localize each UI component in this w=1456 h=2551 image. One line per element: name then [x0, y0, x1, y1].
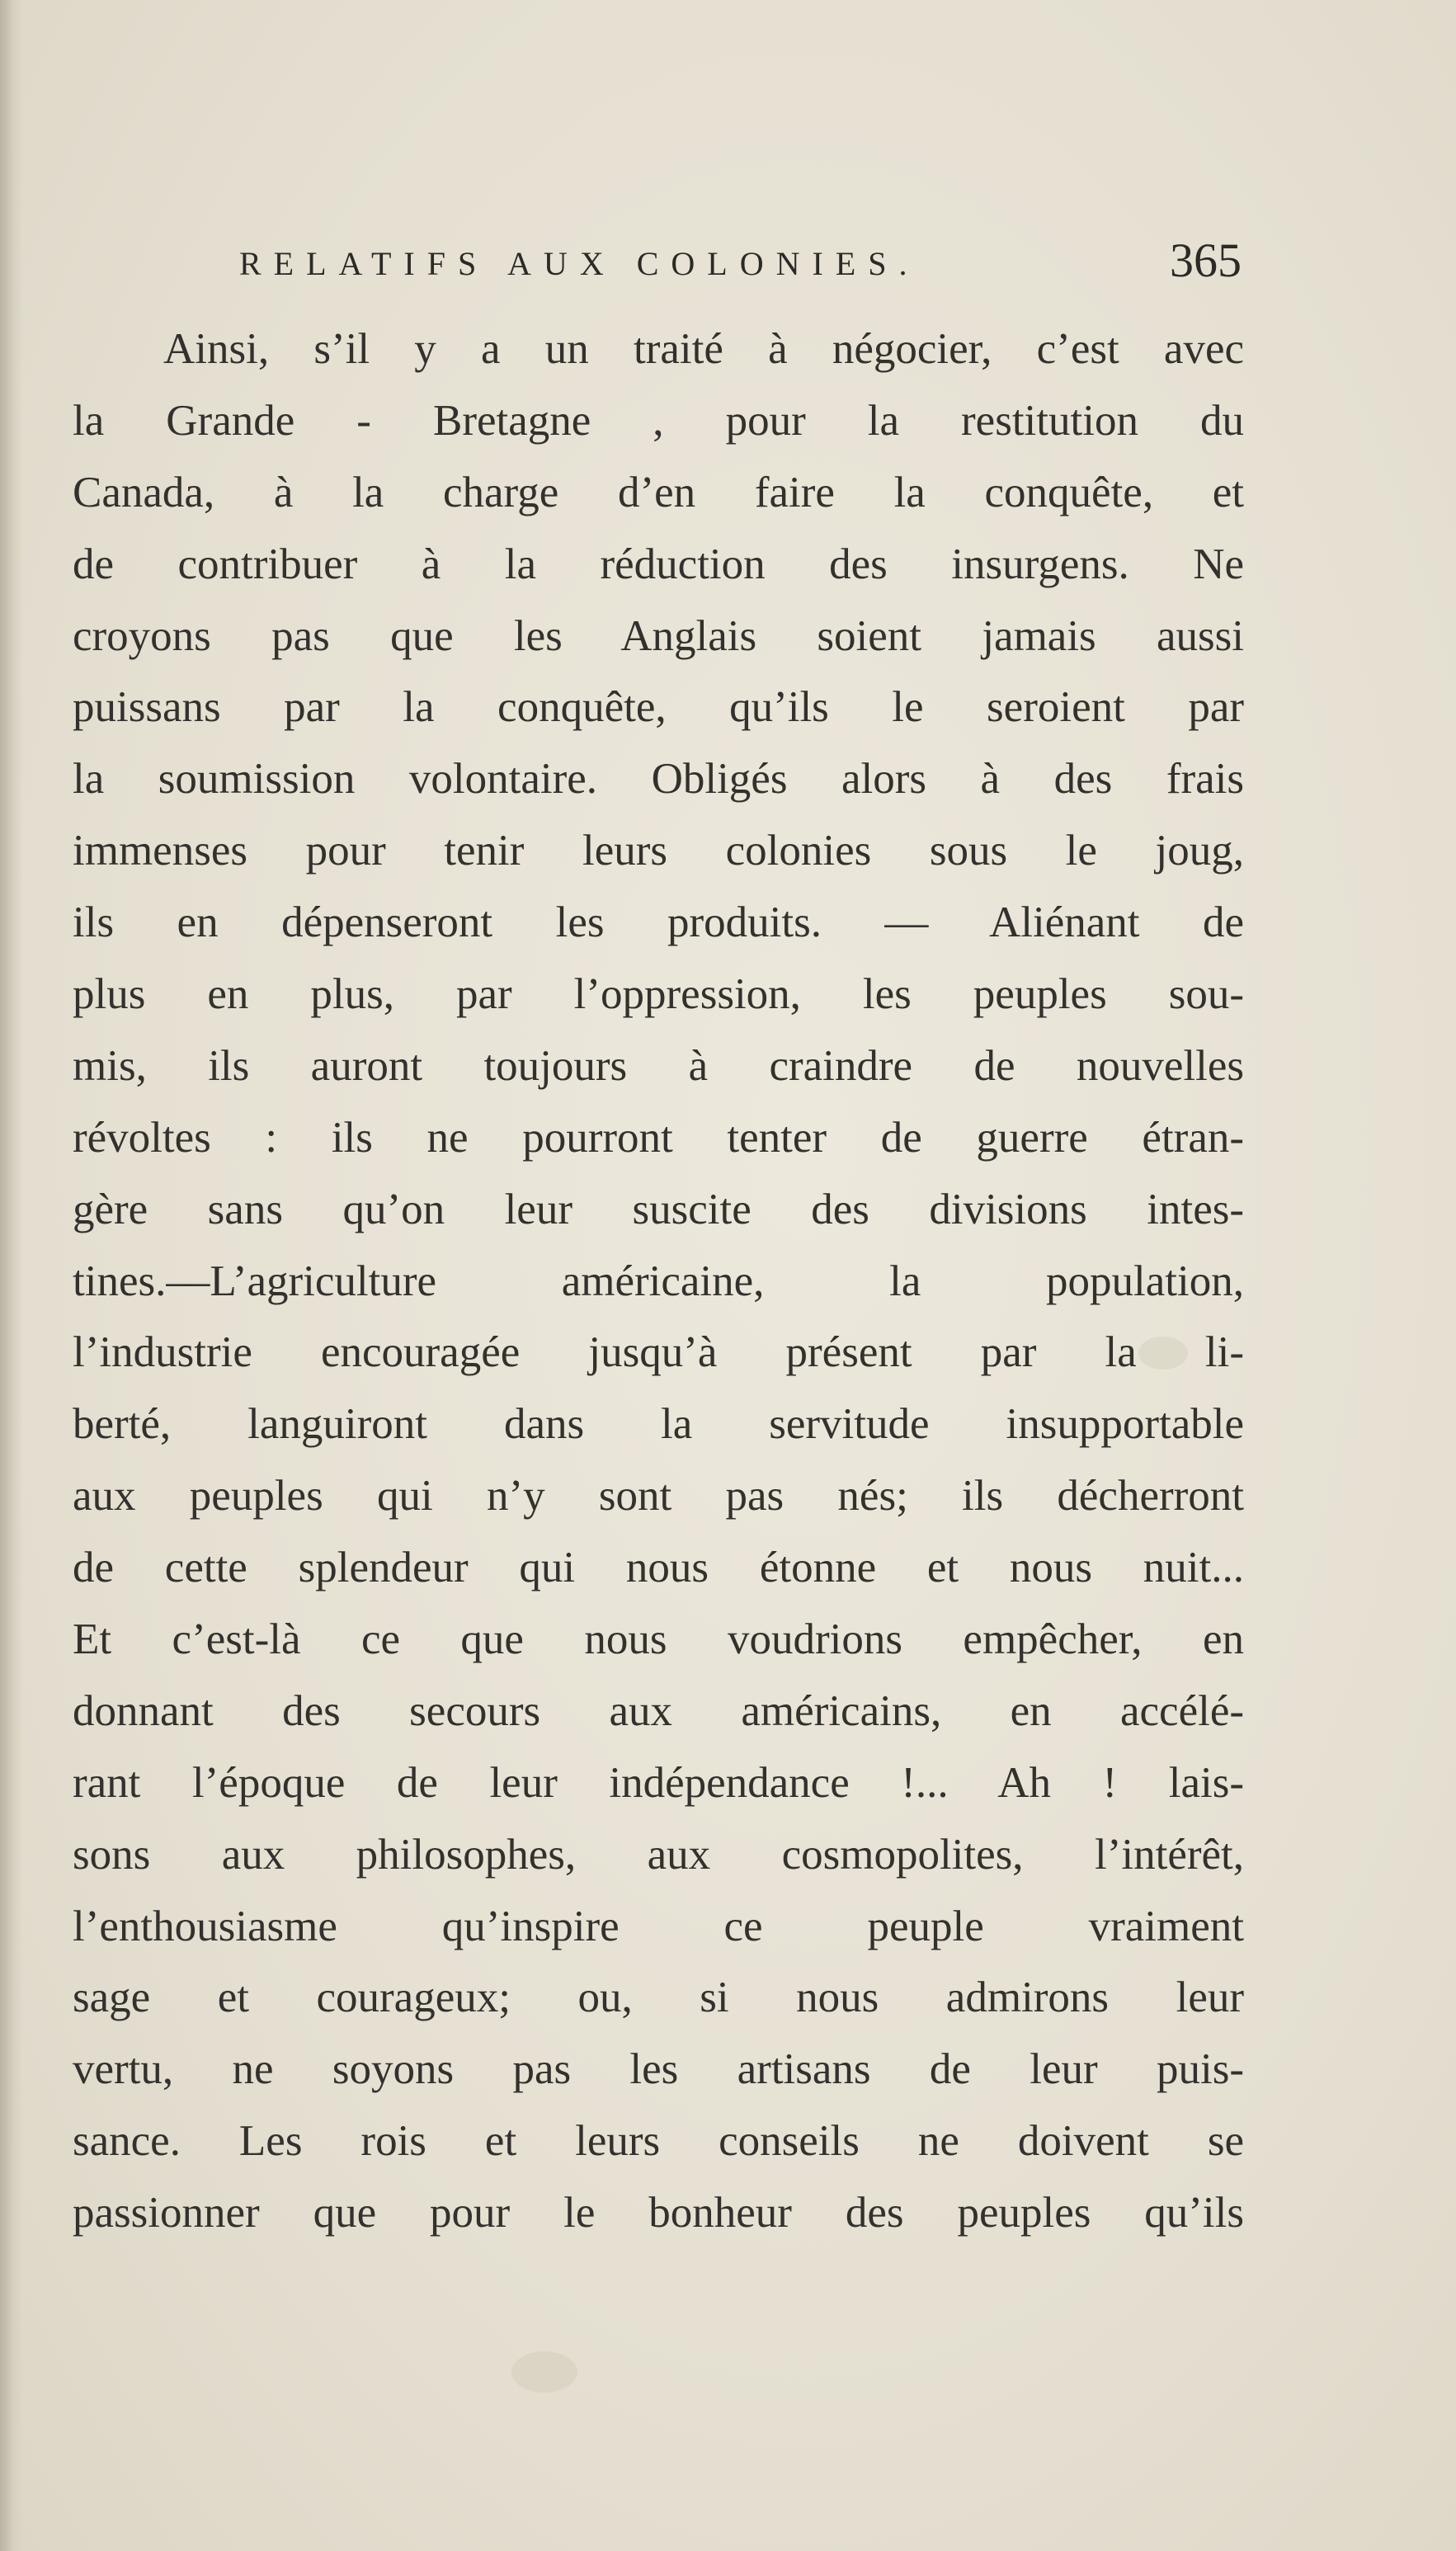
text-line: révoltes : ils ne pourront tenter de guerre étran- — [73, 1113, 1244, 1162]
text-line: vertu, ne soyons pas les artisans de leur puis- — [73, 2045, 1244, 2094]
text-line: donnant des secours aux américains, en accélé- — [73, 1686, 1244, 1735]
text-line: plus en plus, par l’oppression, les peuples sou- — [73, 970, 1244, 1019]
text-line: la soumission volontaire. Obligés alors à des frais — [73, 755, 1244, 804]
text-line: Ainsi, s’il y a un traité à négocier, c’est avec — [163, 325, 1244, 373]
text-line: mis, ils auront toujours à craindre de nouvelles — [73, 1041, 1244, 1090]
text-line: rant l’époque de leur indépendance !... Ah ! lais- — [73, 1758, 1244, 1807]
text-line: sance. Les rois et leurs conseils ne doivent se — [73, 2117, 1244, 2166]
running-header — [239, 233, 1242, 299]
text-line: Et c’est-là ce que nous voudrions empêcher, en — [73, 1615, 1244, 1664]
text-line: puissans par la conquête, qu’ils le seroient par — [73, 683, 1244, 732]
text-line: croyons pas que les Anglais soient jamais aussi — [73, 611, 1244, 660]
text-line: gère sans qu’on leur suscite des divisions intes- — [73, 1185, 1244, 1233]
text-line: berté, languiront dans la servitude insupportable — [73, 1400, 1244, 1449]
text-line: de cette splendeur qui nous étonne et nous nuit... — [73, 1544, 1244, 1592]
text-line: passionner que pour le bonheur des peuples qu’ils — [73, 2189, 1244, 2237]
page-gutter-shadow — [0, 0, 23, 2551]
body-text — [73, 314, 1244, 2249]
paper-stain — [511, 2351, 577, 2393]
text-line: immenses pour tenir leurs colonies sous le joug, — [73, 827, 1244, 875]
page-number: 365 — [1170, 233, 1242, 287]
text-line: de contribuer à la réduction des insurgens. Ne — [73, 540, 1244, 588]
running-title: RELATIFS AUX COLONIES. — [239, 245, 920, 282]
text-line: tines.—L’agriculture américaine, la population, — [73, 1257, 1244, 1305]
text-line: l’industrie encouragée jusqu’à présent par la li- — [73, 1328, 1244, 1377]
text-line: sage et courageux; ou, si nous admirons leur — [73, 1973, 1244, 2022]
text-line: sons aux philosophes, aux cosmopolites, l’intérêt, — [73, 1830, 1244, 1879]
text-line: l’enthousiasme qu’inspire ce peuple vraiment — [73, 1902, 1244, 1950]
text-line: ils en dépenseront les produits. — Aliénant de — [73, 898, 1244, 947]
text-line: aux peuples qui n’y sont pas nés; ils décherront — [73, 1472, 1244, 1521]
text-line: Canada, à la charge d’en faire la conquête, et — [73, 468, 1244, 516]
text-line: la Grande - Bretagne , pour la restitution du — [73, 396, 1244, 445]
